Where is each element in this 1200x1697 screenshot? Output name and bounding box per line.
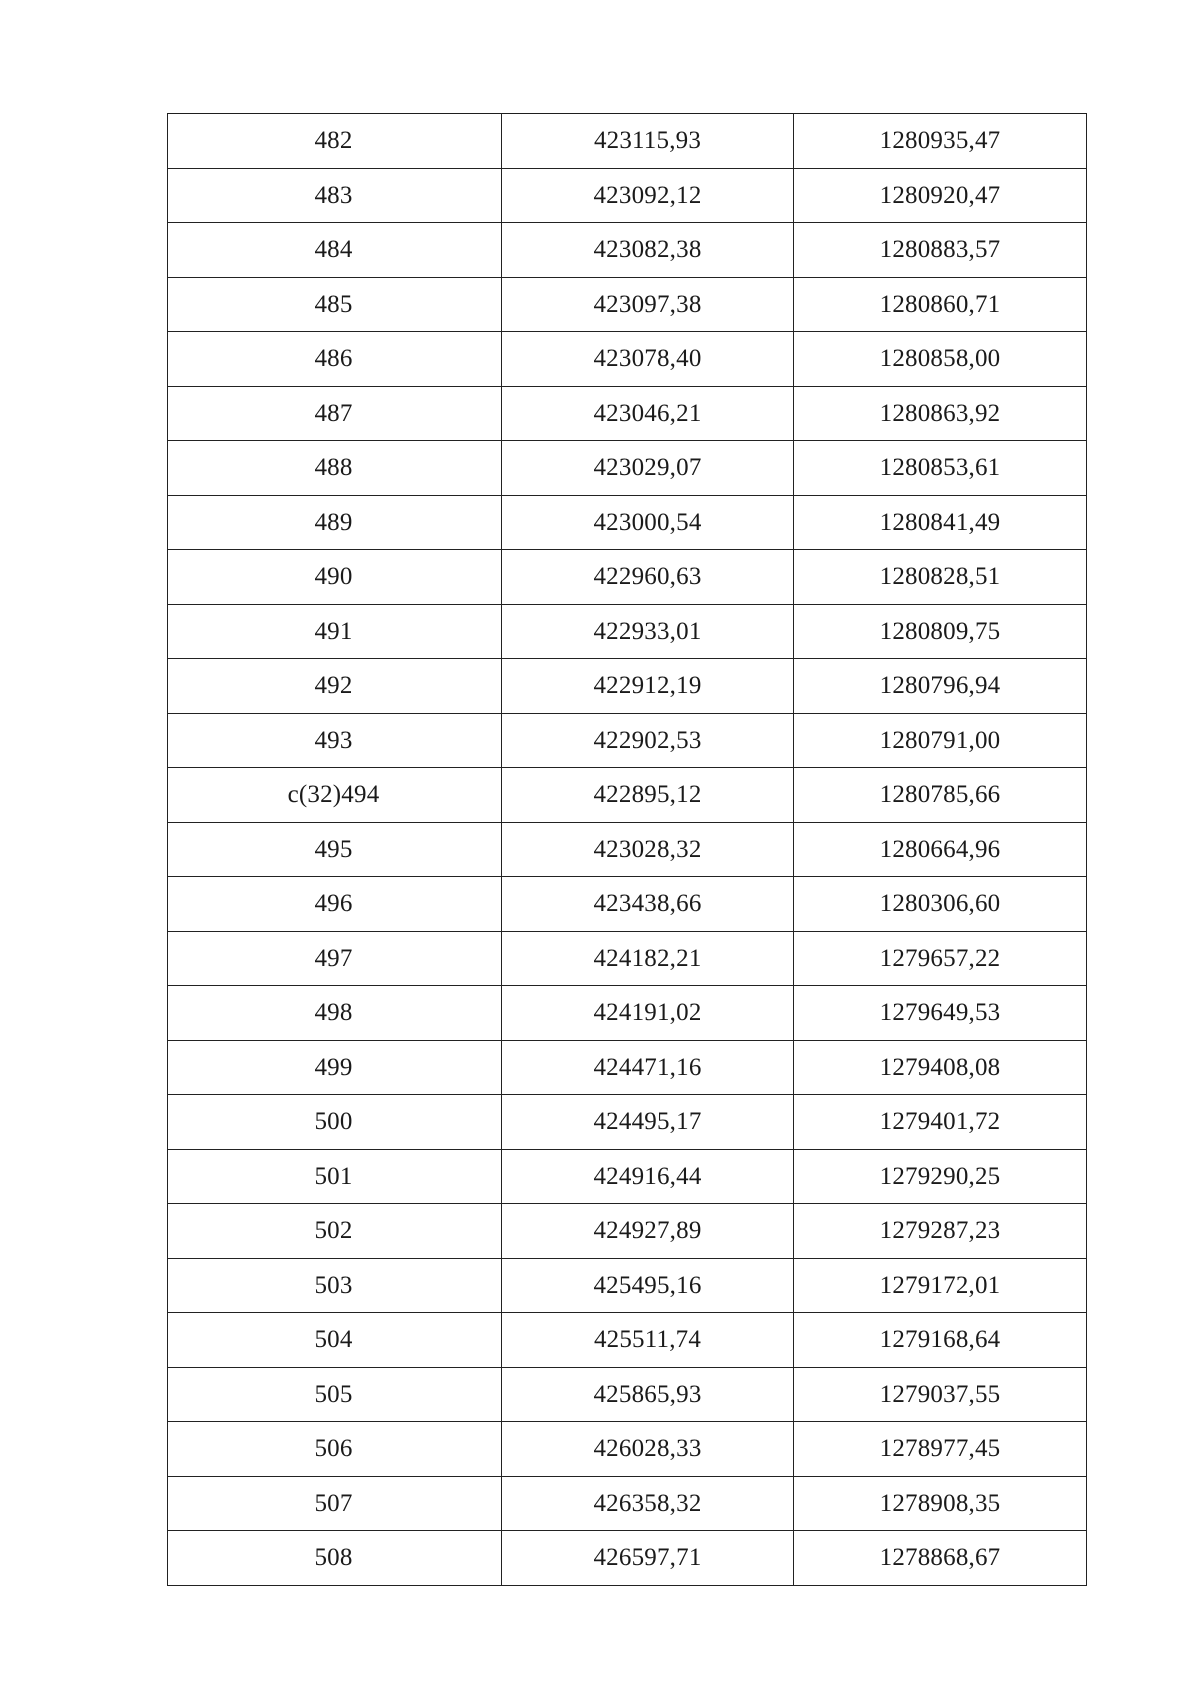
point-number-cell: 503 <box>168 1258 502 1313</box>
x-coordinate-cell: 424191,02 <box>502 986 794 1041</box>
y-coordinate-cell: 1280785,66 <box>794 768 1087 823</box>
table-row <box>168 877 1087 932</box>
x-coordinate-cell: 425495,16 <box>502 1258 794 1313</box>
table-row <box>168 168 1087 223</box>
point-number-cell: 508 <box>168 1531 502 1586</box>
x-coordinate-cell: 426358,32 <box>502 1476 794 1531</box>
table-row <box>168 1531 1087 1586</box>
point-number-cell: 496 <box>168 877 502 932</box>
y-coordinate-cell: 1280883,57 <box>794 223 1087 278</box>
x-coordinate-cell: 423029,07 <box>502 441 794 496</box>
y-coordinate-cell: 1279649,53 <box>794 986 1087 1041</box>
y-coordinate-cell: 1279172,01 <box>794 1258 1087 1313</box>
y-coordinate-cell: 1280306,60 <box>794 877 1087 932</box>
table-row <box>168 386 1087 441</box>
table-row <box>168 768 1087 823</box>
point-number-cell: 497 <box>168 931 502 986</box>
point-number-cell: 484 <box>168 223 502 278</box>
y-coordinate-cell: 1280920,47 <box>794 168 1087 223</box>
point-number-cell: 498 <box>168 986 502 1041</box>
y-coordinate-cell: 1278868,67 <box>794 1531 1087 1586</box>
x-coordinate-cell: 426028,33 <box>502 1422 794 1477</box>
table-row <box>168 495 1087 550</box>
table-row <box>168 441 1087 496</box>
table-row <box>168 713 1087 768</box>
x-coordinate-cell: 422895,12 <box>502 768 794 823</box>
table-row <box>168 931 1087 986</box>
x-coordinate-cell: 424927,89 <box>502 1204 794 1259</box>
point-number-cell: 506 <box>168 1422 502 1477</box>
table-row <box>168 1040 1087 1095</box>
y-coordinate-cell: 1279401,72 <box>794 1095 1087 1150</box>
x-coordinate-cell: 423078,40 <box>502 332 794 387</box>
point-number-cell: 485 <box>168 277 502 332</box>
point-number-cell: 490 <box>168 550 502 605</box>
x-coordinate-cell: 422960,63 <box>502 550 794 605</box>
y-coordinate-cell: 1280791,00 <box>794 713 1087 768</box>
y-coordinate-cell: 1280841,49 <box>794 495 1087 550</box>
coordinates-table <box>167 113 1087 1586</box>
x-coordinate-cell: 423438,66 <box>502 877 794 932</box>
point-number-cell: 495 <box>168 822 502 877</box>
table-row <box>168 550 1087 605</box>
x-coordinate-cell: 423028,32 <box>502 822 794 877</box>
table-row <box>168 1095 1087 1150</box>
table-row <box>168 1422 1087 1477</box>
y-coordinate-cell: 1279168,64 <box>794 1313 1087 1368</box>
x-coordinate-cell: 423092,12 <box>502 168 794 223</box>
point-number-cell: 491 <box>168 604 502 659</box>
y-coordinate-cell: 1279290,25 <box>794 1149 1087 1204</box>
point-number-cell: 488 <box>168 441 502 496</box>
point-number-cell: 505 <box>168 1367 502 1422</box>
table-row <box>168 659 1087 714</box>
x-coordinate-cell: 423046,21 <box>502 386 794 441</box>
x-coordinate-cell: 423115,93 <box>502 114 794 169</box>
x-coordinate-cell: 425865,93 <box>502 1367 794 1422</box>
y-coordinate-cell: 1280863,92 <box>794 386 1087 441</box>
x-coordinate-cell: 424471,16 <box>502 1040 794 1095</box>
table-row <box>168 1258 1087 1313</box>
table-row <box>168 1476 1087 1531</box>
coordinates-table-body <box>168 114 1087 1586</box>
y-coordinate-cell: 1280796,94 <box>794 659 1087 714</box>
point-number-cell: c(32)494 <box>168 768 502 823</box>
x-coordinate-cell: 424182,21 <box>502 931 794 986</box>
point-number-cell: 493 <box>168 713 502 768</box>
x-coordinate-cell: 426597,71 <box>502 1531 794 1586</box>
table-row <box>168 223 1087 278</box>
point-number-cell: 507 <box>168 1476 502 1531</box>
y-coordinate-cell: 1279408,08 <box>794 1040 1087 1095</box>
point-number-cell: 487 <box>168 386 502 441</box>
point-number-cell: 499 <box>168 1040 502 1095</box>
point-number-cell: 500 <box>168 1095 502 1150</box>
x-coordinate-cell: 425511,74 <box>502 1313 794 1368</box>
point-number-cell: 483 <box>168 168 502 223</box>
y-coordinate-cell: 1280664,96 <box>794 822 1087 877</box>
point-number-cell: 482 <box>168 114 502 169</box>
y-coordinate-cell: 1279657,22 <box>794 931 1087 986</box>
y-coordinate-cell: 1279037,55 <box>794 1367 1087 1422</box>
table-row <box>168 114 1087 169</box>
point-number-cell: 502 <box>168 1204 502 1259</box>
x-coordinate-cell: 423097,38 <box>502 277 794 332</box>
y-coordinate-cell: 1280828,51 <box>794 550 1087 605</box>
y-coordinate-cell: 1279287,23 <box>794 1204 1087 1259</box>
point-number-cell: 504 <box>168 1313 502 1368</box>
y-coordinate-cell: 1278908,35 <box>794 1476 1087 1531</box>
y-coordinate-cell: 1280935,47 <box>794 114 1087 169</box>
y-coordinate-cell: 1280860,71 <box>794 277 1087 332</box>
table-row <box>168 604 1087 659</box>
table-row <box>168 1313 1087 1368</box>
table-row <box>168 822 1087 877</box>
point-number-cell: 492 <box>168 659 502 714</box>
x-coordinate-cell: 424495,17 <box>502 1095 794 1150</box>
point-number-cell: 501 <box>168 1149 502 1204</box>
x-coordinate-cell: 422933,01 <box>502 604 794 659</box>
table-row <box>168 1367 1087 1422</box>
point-number-cell: 486 <box>168 332 502 387</box>
table-row <box>168 986 1087 1041</box>
x-coordinate-cell: 424916,44 <box>502 1149 794 1204</box>
x-coordinate-cell: 423082,38 <box>502 223 794 278</box>
y-coordinate-cell: 1280853,61 <box>794 441 1087 496</box>
y-coordinate-cell: 1280809,75 <box>794 604 1087 659</box>
x-coordinate-cell: 423000,54 <box>502 495 794 550</box>
x-coordinate-cell: 422912,19 <box>502 659 794 714</box>
table-row <box>168 1204 1087 1259</box>
table-row <box>168 1149 1087 1204</box>
y-coordinate-cell: 1280858,00 <box>794 332 1087 387</box>
table-row <box>168 332 1087 387</box>
y-coordinate-cell: 1278977,45 <box>794 1422 1087 1477</box>
point-number-cell: 489 <box>168 495 502 550</box>
table-row <box>168 277 1087 332</box>
x-coordinate-cell: 422902,53 <box>502 713 794 768</box>
